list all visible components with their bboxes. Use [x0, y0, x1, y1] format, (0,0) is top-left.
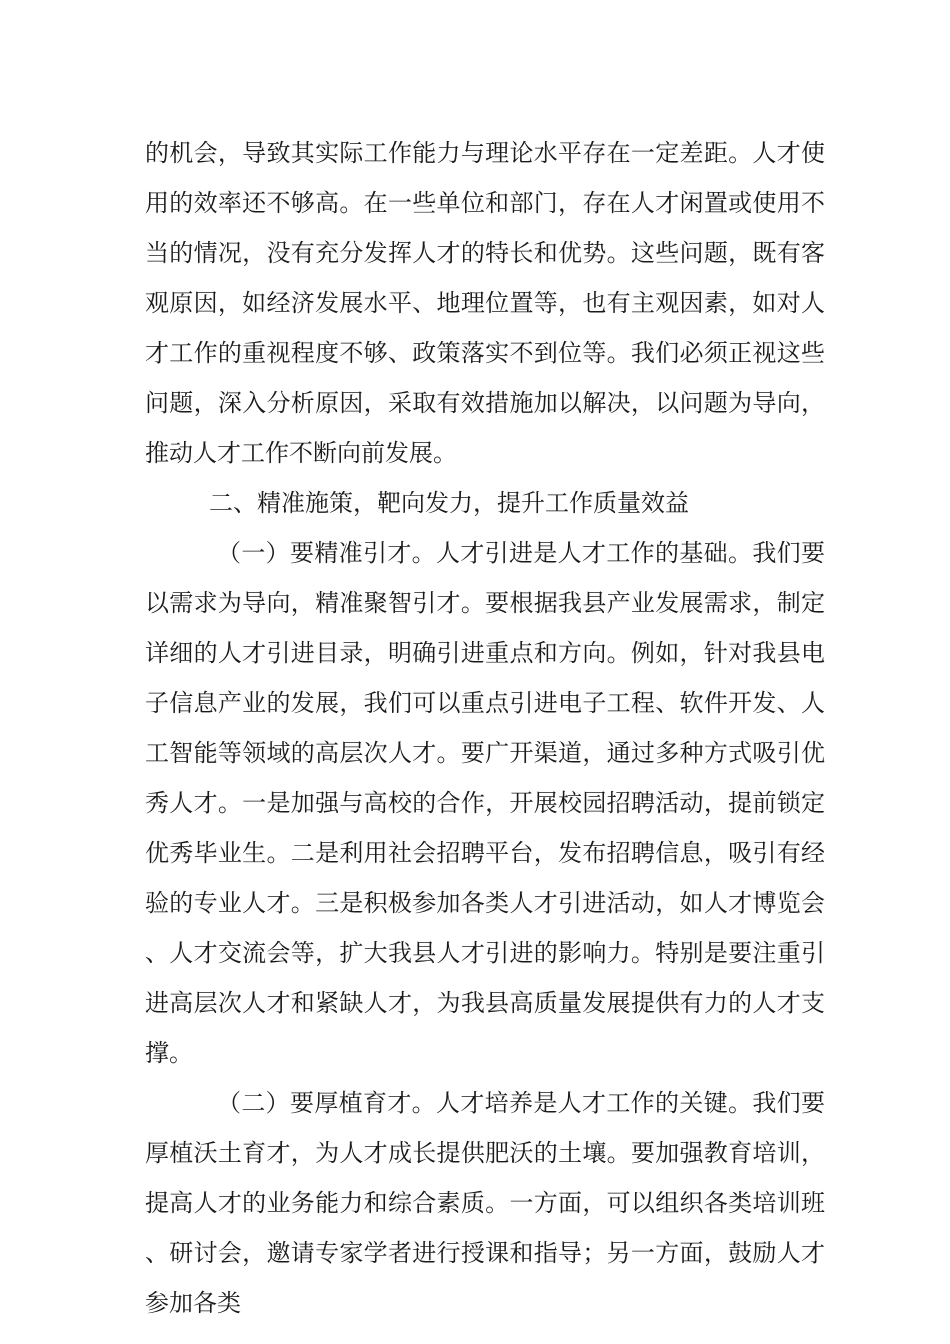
paragraph-talent-introduction: （一）要精准引才。人才引进是人才工作的基础。我们要以需求为导向，精准聚智引才。要根据我县产业发展需求，制定详细的人才引进目录，明确引进重点和方向。例如，针对我县电子信息产业的发展，我们可以重点引进电子工程、软件开发、人工智能等领域的高层次人才。要广开渠道，通过多种方式吸引优秀人才。一是加强与高校的合作，开展校园招聘活动，提前锁定优秀毕业生。二是利用社会招聘平台，发布招聘信息，吸引有经验的专业人才。三是积极参加各类人才引进活动，如人才博览会、人才交流会等，扩大我县人才引进的影响力。特别是要注重引进高层次人才和紧缺人才，为我县高质量发展提供有力的人才支撑。 [145, 539, 825, 1067]
paragraph-talent-cultivation: （二）要厚植育才。人才培养是人才工作的关键。我们要厚植沃土育才，为人才成长提供肥沃的土壤。要加强教育培训，提高人才的业务能力和综合素质。一方面，可以组织各类培训班、研讨会，邀请专家学者进行授课和指导；另一方面，鼓励人才参加各类 [145, 1089, 825, 1317]
section-heading: 二、精准施策，靶向发力，提升工作质量效益 [209, 489, 689, 517]
document-body [145, 128, 825, 1328]
paragraph-continuation: 的机会，导致其实际工作能力与理论水平存在一定差距。人才使用的效率还不够高。在一些单位和部门，存在人才闲置或使用不当的情况，没有充分发挥人才的特长和优势。这些问题，既有客观原因，如经济发展水平、地理位置等，也有主观因素，如对人才工作的重视程度不够、政策落实不到位等。我们必须正视这些问题，深入分析原因，采取有效措施加以解决，以问题为导向，推动人才工作不断向前发展。 [145, 139, 825, 467]
